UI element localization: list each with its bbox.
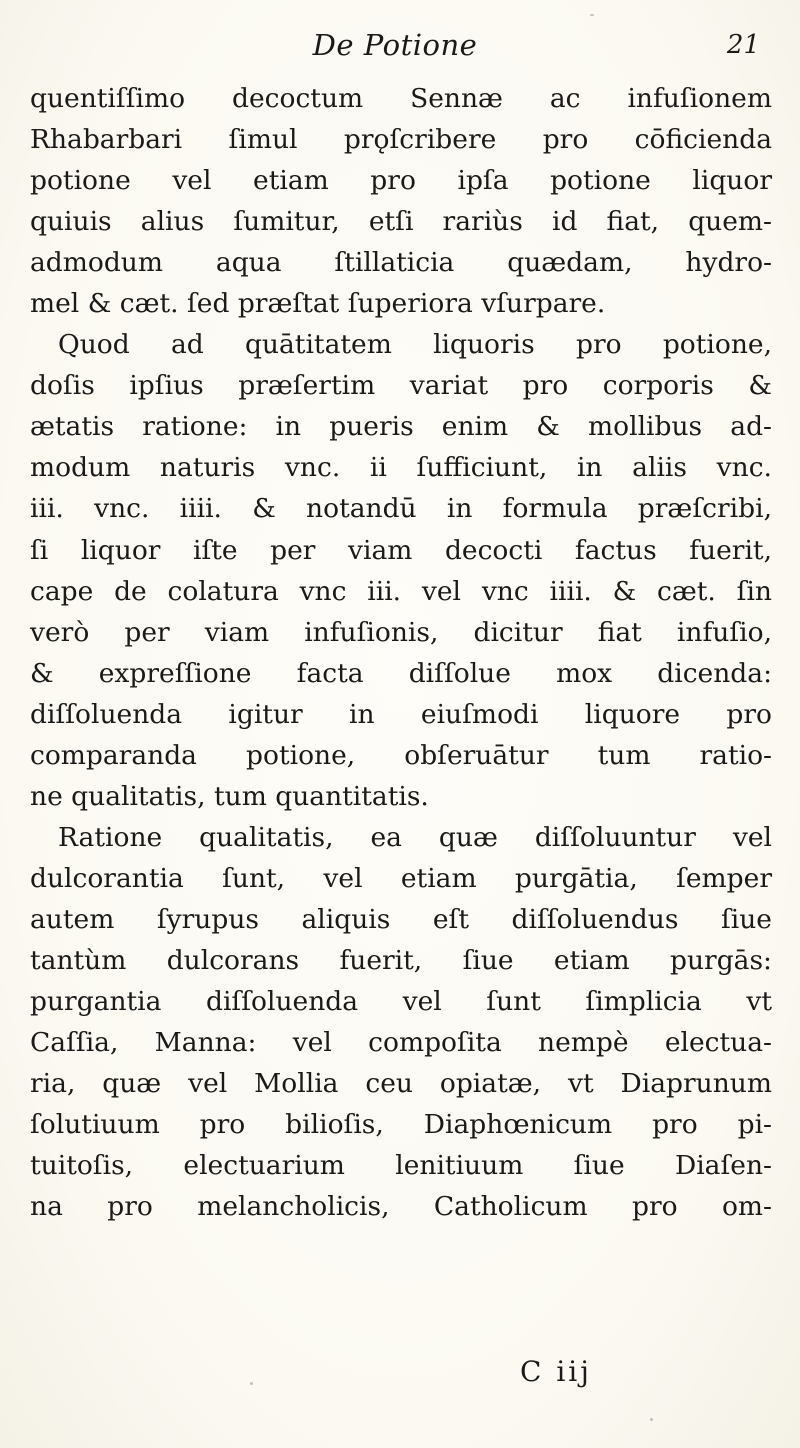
text-line: mel & cæt. ſed præſtat ſuperiora vſurpare. xyxy=(30,288,606,320)
text-line: ſi liquor iſte per viam decocti factus fuerit, xyxy=(30,534,772,566)
text-line: ætatis ratione: in pueris enim & mollibus ad- xyxy=(30,411,772,443)
page-header xyxy=(0,22,800,72)
text-line: admodum aqua ſtillaticia quædam, hydro- xyxy=(30,247,772,279)
paragraph-start-line: Quod ad quātitatem liquoris pro potione, xyxy=(58,329,772,361)
text-line: purgantia diſſoluenda vel ſunt ſimplicia vt xyxy=(30,986,772,1018)
text-line: iii. vnc. iiii. & notandū in formula præſcribi, xyxy=(30,493,772,525)
text-line: tuitoſis, electuarium lenitiuum ſiue Diaſen- xyxy=(30,1150,772,1182)
paper-speck xyxy=(250,1382,253,1385)
running-title: De Potione xyxy=(312,28,478,62)
signature-mark: C iij xyxy=(520,1355,592,1388)
text-line: tantùm dulcorans fuerit, ſiue etiam purgās: xyxy=(30,944,772,976)
text-line: modum naturis vnc. ii ſufficiunt, in aliis vnc. xyxy=(30,452,772,484)
page-number: 21 xyxy=(726,30,760,60)
text-line: dulcorantia ſunt, vel etiam purgātia, ſemper xyxy=(30,862,772,894)
text-line: verò per viam infuſionis, dicitur fiat infuſio, xyxy=(30,616,772,648)
text-line: autem ſyrupus aliquis eſt diſſoluendus ſiue xyxy=(30,903,772,935)
text-line: na pro melancholicis, Catholicum pro om- xyxy=(30,1191,772,1223)
text-line: & expreſſione facta diſſolue mox dicenda: xyxy=(30,657,772,689)
paper-speck xyxy=(590,14,594,16)
text-line: cape de colatura vnc iii. vel vnc iiii. & cæt. ſin xyxy=(30,575,772,607)
text-line: doſis ipſius præſertim variat pro corporis & xyxy=(30,370,772,402)
text-line: comparanda potione, obſeruātur tum ratio- xyxy=(30,739,772,771)
text-line: quiuis alius ſumitur, etſi rariùs id fiat, quem- xyxy=(30,206,772,238)
text-line: Rhabarbari ſimul prǫſcribere pro cōficienda xyxy=(30,124,772,156)
text-line: Caſſia, Manna: vel compoſita nempè electua- xyxy=(30,1027,772,1059)
body-text xyxy=(30,78,772,1227)
text-line: potione vel etiam pro ipſa potione liquor xyxy=(30,165,772,197)
paragraph-start-line: Ratione qualitatis, ea quæ diſſoluuntur vel xyxy=(58,821,772,853)
text-line: ria, quæ vel Mollia ceu opiatæ, vt Diaprunum xyxy=(30,1068,772,1100)
paper-speck xyxy=(650,1418,653,1421)
text-line: ne qualitatis, tum quantitatis. xyxy=(30,780,429,812)
text-line: ſolutiuum pro bilioſis, Diaphœnicum pro pi- xyxy=(30,1109,772,1141)
text-line: diſſoluenda igitur in eiuſmodi liquore pro xyxy=(30,698,772,730)
text-line: quentiſſimo decoctum Sennæ ac infuſionem xyxy=(30,83,772,114)
